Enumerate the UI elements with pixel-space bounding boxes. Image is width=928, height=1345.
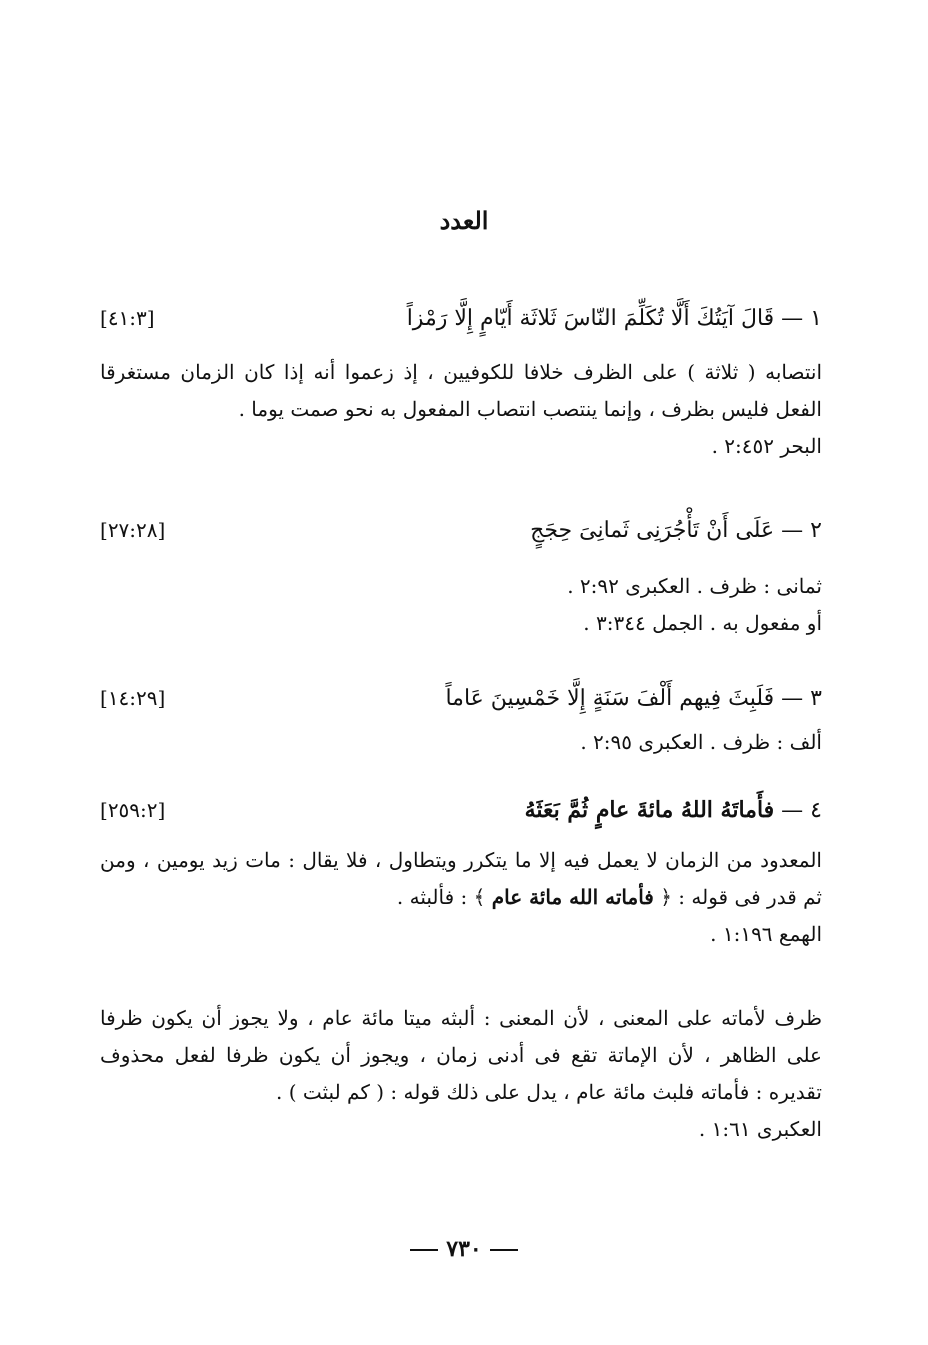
note-1-source: البحر ٢:٤٥٢ .: [711, 434, 822, 458]
note-2: [100, 568, 822, 642]
note-3: [100, 724, 822, 761]
verse-4: [100, 792, 822, 828]
verse-4-number: ٤: [810, 798, 822, 823]
verse-3-reference: [١٤:٢٩]: [100, 686, 166, 710]
verse-2-reference: [٢٧:٢٨]: [100, 518, 166, 542]
note-1-body: انتصابه ( ثلاثة ) على الظرف خلافا للكوفيين ، إذ زعموا أنه إذا كان الزمان مستغرقا الفعل فليس بظرف ، وإنما ينتصب انتصاب المفعول به نحو صمت يوما .: [100, 360, 822, 421]
note-4b: [100, 1000, 822, 1148]
verse-2-text: ٢ — عَلَى أَنْ تَأْجُرَنِى ثَمانِىَ حِجَجٍ: [530, 517, 822, 543]
note-4b-body: ظرف لأماته على المعنى ، لأن المعنى : ألبثه ميتا مائة عام ، ولا يجوز أن يكون ظرفا على الظاهر ، لأن الإماتة تقع فى أدنى زمان ، ويجوز أن يكون ظرفا لفعل محذوف تقديره : فأماته فلبث مائة عام ، يدل على ذلك قوله : ( كم لبثت ) .: [100, 1006, 822, 1104]
note-4a-quote: فأماته الله مائة عام: [491, 885, 654, 909]
page-footer: [0, 1236, 928, 1262]
page-number: ٧٣٠: [446, 1236, 482, 1262]
footer-dash-right: [410, 1249, 438, 1251]
footer-dash-left: [490, 1249, 518, 1251]
verse-3-number: ٣: [810, 685, 822, 711]
note-2-line-1: ثمانى : ظرف . العكبرى ٢:٩٢ .: [567, 574, 822, 598]
verse-2-quran: عَلَى أَنْ تَأْجُرَنِى ثَمانِىَ حِجَجٍ: [530, 517, 775, 543]
verse-1-number: ١: [810, 305, 822, 331]
page-title: العدد: [439, 206, 489, 235]
verse-3-quran: فَلَبِثَ فِيهم أَلْفَ سَنَةٍ إِلَّا خَمْسِينَ عَاماً: [445, 685, 775, 711]
verse-1-reference: [٤١:٣]: [100, 306, 155, 330]
verse-3-text: ٣ — فَلَبِثَ فِيهم أَلْفَ سَنَةٍ إِلَّا خَمْسِينَ عَاماً: [445, 685, 822, 711]
note-4a-body: [100, 842, 822, 916]
note-4a: [100, 842, 822, 953]
verse-1-text: ١ — قَالَ آيَتُكَ أَلَّا تُكَلِّمَ النّاسَ ثَلاثَة أَيّامٍ إِلَّا رَمْزاً: [406, 305, 822, 331]
note-4a-text-after: ﴾ : فألبثه .: [396, 885, 486, 909]
note-1: [100, 354, 822, 465]
note-4b-source: العكبرى ١:٦١ .: [698, 1117, 822, 1141]
verse-3: [100, 680, 822, 716]
note-4a-text-before: المعدود من الزمان لا يعمل فيه إلا ما يتكرر ويتطاول ، فلا يقال : مات زيد يومين ، ومن ثم قدر فى قوله : ﴿: [100, 848, 822, 909]
verse-1-quran: قَالَ آيَتُكَ أَلَّا تُكَلِّمَ النّاسَ ثَلاثَة أَيّامٍ إِلَّا رَمْزاً: [406, 305, 775, 331]
verse-4-quran: فأَماتَهُ اللهُ مائةَ عامٍ ثُمَّ بَعَثَهُ: [524, 797, 775, 823]
verse-2: [100, 512, 822, 548]
verse-2-number: ٢: [810, 517, 822, 543]
note-2-line-2: أو مفعول به . الجمل ٣:٣٤٤ .: [583, 611, 822, 635]
verse-4-text: ٤ — فأَماتَهُ اللهُ مائةَ عامٍ ثُمَّ بَعَثَهُ: [524, 797, 822, 823]
verse-4-reference: [٢٥٩:٢]: [100, 798, 166, 822]
note-3-line-1: ألف : ظرف . العكبرى ٢:٩٥ .: [580, 730, 822, 754]
verse-1: [100, 300, 822, 336]
note-4a-source: الهمع ١:١٩٦ .: [710, 922, 822, 946]
